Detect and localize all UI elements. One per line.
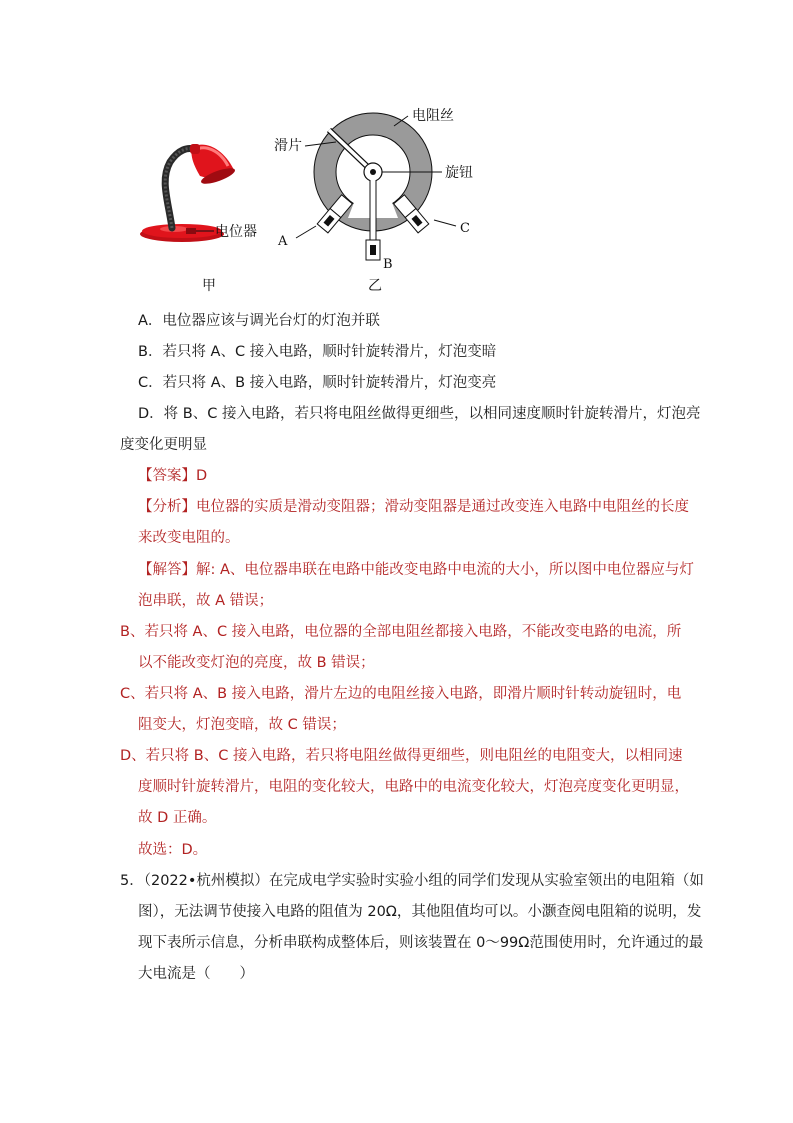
figure-svg (130, 100, 490, 300)
option-b: B．若只将 A、C 接入电路，顺时针旋转滑片，灯泡变暗 (138, 344, 497, 360)
caption-yi: 乙 (368, 278, 382, 294)
pot-label-a: A (278, 234, 288, 249)
solution-tag: 【解答】 (138, 562, 196, 578)
answer-line (138, 466, 698, 486)
analysis-line1 (138, 497, 698, 517)
solution-line3: B、若只将 A、C 接入电路，电位器的全部电阻丝都接入电路，不能改变电路的电流，所 (120, 624, 682, 640)
analysis-line2: 来改变电阻的。 (138, 530, 240, 546)
solution-line5: C、若只将 A、B 接入电路，滑片左边的电阻丝接入电路，即滑片顺时针转动旋钮时，电 (120, 686, 682, 702)
solution-line1 (138, 560, 698, 580)
solution-line2: 泡串联，故 A 错误； (138, 593, 274, 609)
analysis-text: 电位器的实质是滑动变阻器；滑动变阻器是通过改变连入电路中电阻丝的长度 (196, 499, 689, 515)
pot-label-knob: 旋钮 (445, 165, 473, 181)
solution-line9: 故 D 正确。 (138, 810, 217, 826)
option-c: C．若只将 A、B 接入电路，顺时针旋转滑片，灯泡变亮 (138, 375, 497, 391)
analysis-tag: 【分析】 (138, 499, 196, 515)
answer-value: D (196, 468, 208, 484)
pot-label-c: C (460, 221, 470, 236)
solution-line7: D、若只将 B、C 接入电路，若只将电阻丝做得更细些，则电阻丝的电阻变大，以相同速 (120, 748, 683, 764)
pot-label-wire: 电阻丝 (412, 108, 454, 124)
option-d-line2: 度变化更明显 (120, 437, 207, 453)
solution-choice: 故选：D。 (138, 842, 208, 858)
solution-line8: 度顺时针旋转滑片，电阻的变化较大，电路中的电流变化较大，灯泡亮度变化更明显， (138, 779, 689, 795)
option-d-line1: D．将 B、C 接入电路，若只将电阻丝做得更细些，以相同速度顺时针旋转滑片，灯泡亮 (138, 406, 701, 422)
q5-line1: 5．（2022•杭州模拟）在完成电学实验时实验小组的同学们发现从实验室领出的电阻箱（如 (120, 873, 704, 889)
lamp-label-potentiometer: 电位器 (215, 224, 257, 240)
q5-line3: 现下表所示信息，分析串联构成整体后，则该装置在 0～99Ω范围使用时，允许通过的最 (138, 935, 704, 951)
solution-line6: 阻变大，灯泡变暗，故 C 错误； (138, 717, 346, 733)
potentiometer-diagram (296, 113, 456, 260)
q5-line4: 大电流是（ ） (138, 966, 254, 982)
answer-tag: 【答案】 (138, 468, 196, 484)
solution-line4: 以不能改变灯泡的亮度，故 B 错误； (138, 655, 375, 671)
solution-text: 解: A、电位器串联在电路中能改变电路中电流的大小，所以图中电位器应与灯 (196, 562, 694, 578)
pot-label-slider: 滑片 (274, 138, 302, 154)
pot-label-b: B (383, 257, 393, 272)
option-a: A．电位器应该与调光台灯的灯泡并联 (138, 313, 380, 329)
caption-jia: 甲 (202, 278, 216, 294)
q5-line2: 图），无法调节使接入电路的阻值为 20Ω，其他阻值均可以。小灏查阅电阻箱的说明，发 (138, 904, 702, 920)
question-figure (130, 100, 490, 300)
